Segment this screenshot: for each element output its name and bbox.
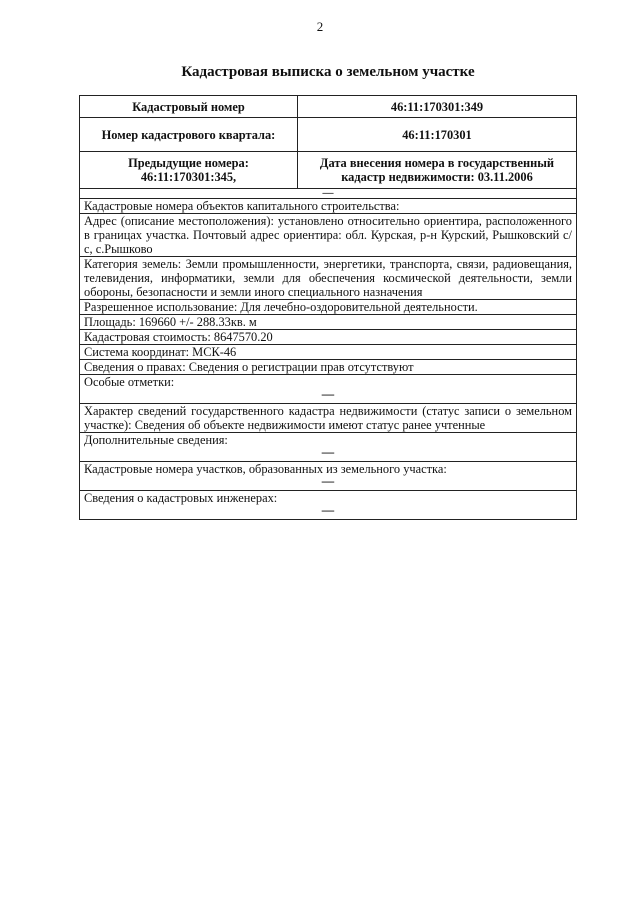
capital-objects-row [80, 199, 577, 214]
land-category-text: Категория земель: Земли промышленности, энергетики, транспорта, связи, радиовещания, телевидения, информатики, земли для обеспечения космической деятельности, земли обороны, безопасности и земли иного специального назначения [80, 257, 577, 300]
special-marks-row [80, 375, 577, 404]
special-marks-dash: — [321, 387, 335, 401]
previous-numbers-row [80, 152, 577, 189]
header-dash: — [80, 189, 577, 199]
address-row [80, 214, 577, 257]
cadastral-number-value: 46:11:170301:349 [298, 96, 577, 118]
permitted-use-row [80, 300, 577, 315]
permitted-use-text: Разрешенное использование: Для лечебно-оздоровительной деятельности. [80, 300, 577, 315]
cadastral-number-label: Кадастровый номер [80, 96, 298, 118]
cadastral-value-row [80, 330, 577, 345]
previous-numbers-value: 46:11:170301:345, [140, 170, 237, 184]
rights-row [80, 360, 577, 375]
record-status-row [80, 404, 577, 433]
cadastral-value-text: Кадастровая стоимость: 8647570.20 [80, 330, 577, 345]
engineers-row [80, 491, 577, 520]
header-dash-row [80, 189, 577, 199]
special-marks-cell [80, 375, 577, 404]
additional-info-label: Дополнительные сведения: [84, 433, 228, 447]
area-row [80, 315, 577, 330]
additional-info-dash: — [321, 445, 335, 459]
capital-objects-text: Кадастровые номера объектов капитального строительства: [80, 199, 577, 214]
registration-date-label: Дата внесения номера в государственный кадастр недвижимости: 03.11.2006 [298, 152, 577, 189]
page-number: 2 [316, 19, 324, 34]
rights-text: Сведения о правах: Сведения о регистрации прав отсутствуют [80, 360, 577, 375]
derived-plots-label: Кадастровые номера участков, образованных из земельного участка: [84, 462, 447, 476]
engineers-label: Сведения о кадастровых инженерах: [84, 491, 278, 505]
previous-numbers-label: Предыдущие номера: [128, 156, 249, 170]
quarter-label: Номер кадастрового квартала: [80, 118, 298, 152]
derived-plots-dash: — [321, 474, 335, 488]
special-marks-label: Особые отметки: [84, 375, 175, 389]
engineers-cell [80, 491, 577, 520]
previous-numbers-cell [80, 152, 298, 189]
address-text: Адрес (описание местоположения): установлено относительно ориентира, расположенного в границах участка. Почтовый адрес ориентира: обл. Курская, р-н Курский, Рышковский с/с, с.Рышково [80, 214, 577, 257]
derived-plots-row [80, 462, 577, 491]
record-status-text: Характер сведений государственного кадастра недвижимости (статус записи о земельном участке): Сведения об объекте недвижимости имеют статус ранее учтенные [80, 404, 577, 433]
engineers-dash: — [321, 503, 335, 517]
land-category-row [80, 257, 577, 300]
cadastral-number-row [80, 96, 577, 118]
quarter-row [80, 118, 577, 152]
additional-info-cell [80, 433, 577, 462]
area-text: Площадь: 169660 +/- 288.33кв. м [80, 315, 577, 330]
document-title: Кадастровая выписка о земельном участке [181, 64, 475, 80]
coordinate-system-text: Система координат: МСК-46 [80, 345, 577, 360]
derived-plots-cell [80, 462, 577, 491]
cadastral-extract-table [79, 95, 577, 520]
coordinate-system-row [80, 345, 577, 360]
quarter-value: 46:11:170301 [298, 118, 577, 152]
additional-info-row [80, 433, 577, 462]
